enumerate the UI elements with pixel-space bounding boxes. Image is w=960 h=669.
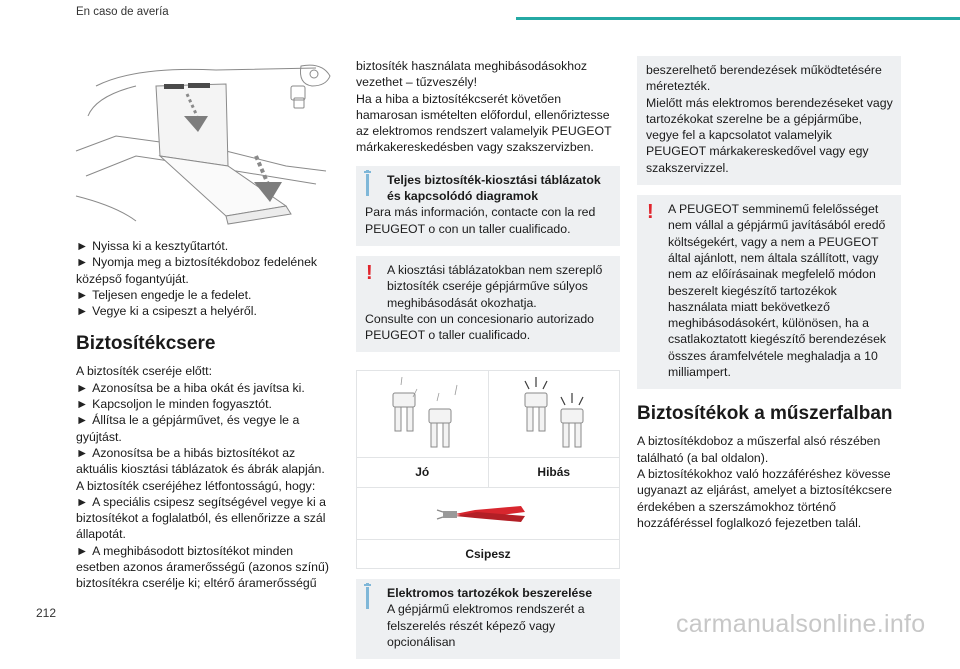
fuse-replacement-heading: Biztosítékcsere [76, 333, 216, 355]
bullet-icon: ► [76, 380, 89, 395]
bullet-icon: ► [76, 287, 89, 302]
bad-fuse-icon [489, 371, 620, 457]
warning-icon: ! [647, 201, 654, 224]
open-step: ► Nyomja meg a biztosítékdoboz fedelének középső fogantyúját. [76, 255, 318, 286]
note-title: Elektromos tartozékok beszerelése [387, 586, 593, 601]
bullet-icon: ► [76, 445, 89, 460]
paragraph: A biztosítékokhoz való hozzáféréshez kövesse ugyanazt az eljárást, amelyet a biztosítékcsere érdekében a szerszámokhoz történő hozzáféréssel foglalkozó fejezetben talál. [637, 466, 892, 530]
column-2 [356, 58, 620, 669]
replace-step: ► A speciális csipesz segítségével vegye ki a biztosítékot a foglalatból, és ellenőrizze a szál állapotát. [76, 494, 326, 542]
info-note-accessories-continued [637, 56, 901, 185]
info-note-accessories [356, 579, 620, 659]
fuse-comparison-table [356, 370, 620, 569]
warning-note-fuse [356, 256, 620, 352]
intro-text: A biztosíték cseréje előtt: [76, 364, 213, 379]
note-body: A kiosztási táblázatokban nem szereplő biztosíték cseréje gépjárműve súlyos meghibásodását okozhatja. [387, 262, 603, 310]
good-fuse-icon [357, 371, 488, 457]
bullet-icon: ► [76, 494, 89, 509]
open-step: ► Vegye ki a csipeszt a helyéről. [76, 304, 257, 319]
note-body: Para más información, contacte con la red PEUGEOT o con un taller cualificado. [365, 205, 596, 236]
bullet-icon: ► [76, 397, 89, 412]
bullet-icon: ► [76, 255, 89, 270]
bad-fuse-illustration [489, 371, 620, 457]
glovebox-drawing [76, 56, 338, 226]
note-body: beszerelhető berendezések működtetésére méretezték. [646, 63, 882, 94]
info-icon [366, 587, 369, 609]
bullet-icon: ► [76, 239, 89, 253]
info-icon [366, 174, 369, 196]
bad-fuse-label: Hibás [537, 465, 571, 480]
column-3 [637, 56, 901, 531]
paragraph: Ha a hiba a biztosítékcserét követően hamarosan ismételten előfordul, ellenőriztesse az elektromos rendszert valamelyik PEUGEOT márkakereskedésben vagy szakszervizben. [356, 91, 612, 155]
tweezers-illustration [357, 487, 619, 539]
bullet-icon: ► [76, 304, 89, 319]
bullet-icon: ► [76, 413, 89, 428]
before-step: ► Kapcsoljon le minden fogyasztót. [76, 397, 272, 412]
watermark: carmanualsonline.info [676, 610, 926, 638]
header-accent-bar [516, 17, 960, 20]
good-fuse-illustration [357, 371, 489, 457]
page-number: 212 [36, 606, 57, 620]
open-step: ► Teljesen engedje le a fedelet. [76, 287, 252, 302]
note-body: A gépjármű elektromos rendszerét a felszerelés részét képező vagy opcionálisan [387, 602, 585, 649]
note-body: Mielőtt más elektromos berendezéseket vagy tartozékokat szerelne be a gépjárműbe, vegye fel a kapcsolatot valamelyik PEUGEOT márkakereskedővel vagy egy szakszervizzel. [646, 95, 893, 175]
before-step: ► Állítsa le a gépjárművet, és vegye le a gyújtást. [76, 413, 300, 444]
column-1 [76, 56, 340, 592]
warning-note-liability [637, 195, 901, 389]
glovebox-illustration [76, 56, 338, 226]
note-body: Consulte con un concesionario autorizado PEUGEOT o taller cualificado. [365, 311, 595, 343]
tweezers-label: Csipesz [357, 539, 619, 568]
bullet-icon: ► [76, 543, 89, 558]
before-step: ► Azonosítsa be a hiba okát és javítsa ki. [76, 380, 305, 395]
tweezers-icon [357, 488, 619, 540]
replace-step: ► A meghibásodott biztosítékot minden esetben azonos áramerősségű (azonos színű) biztosítékra cserélje ki; eltérő áramerősségű [76, 543, 329, 591]
note-title: Teljes biztosíték-kiosztási táblázatok és kapcsolódó diagramok [387, 172, 601, 204]
good-fuse-label: Jó [357, 458, 489, 486]
note-body: A PEUGEOT semminemű felelősséget nem vállal a gépjármű javításából eredő költségekért, vagy a nem a PEUGEOT által ajánlott, nem általa szállított, vagy nem az előírásainak megfelelő módon beszerelt kiegészítő tartozékok használata miatt bekövetkező meghibásodásokért, különösen, ha a csatlakoztatott kiegészítő berendezések összes áramfelvétele meghaladja a 10 milliampert. [668, 202, 887, 380]
before-step: ► Azonosítsa be a hibás biztosítékot az aktuális kiosztási táblázatok és ábrák alapján. [76, 445, 325, 477]
info-note-fuse-tables [356, 166, 620, 246]
warning-icon: ! [366, 261, 373, 284]
section-title: En caso de avería [76, 6, 169, 18]
paragraph: biztosíték használata meghibásodásokhoz vezethet – tűzveszély! [356, 59, 588, 90]
intro-text-2: A biztosíték cseréjéhez létfontosságú, hogy: [76, 478, 316, 493]
dashboard-fuses-heading: Biztosítékok a műszerfalban [637, 403, 893, 425]
paragraph: A biztosítékdoboz a műszerfal alsó részében található (a bal oldalon). [637, 434, 881, 465]
open-step: ► Nyissa ki a kesztyűtartót. [76, 239, 229, 253]
